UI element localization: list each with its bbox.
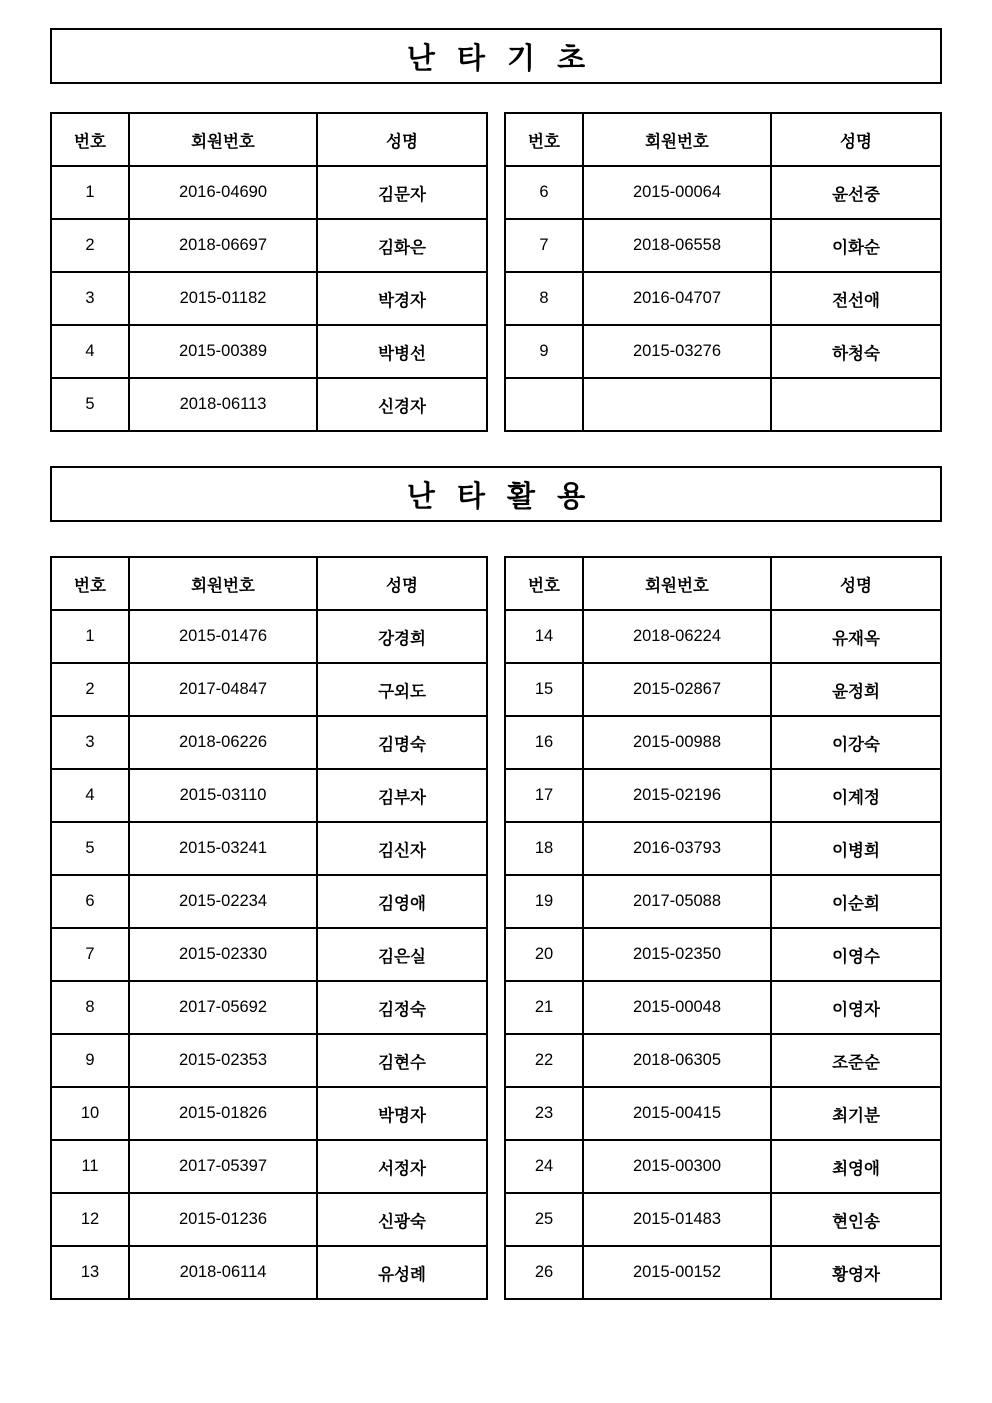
cell-number: 2 [51,663,129,716]
cell-member-id: 2015-02350 [583,928,771,981]
cell-member-id: 2016-04690 [129,166,317,219]
cell-number: 22 [505,1034,583,1087]
cell-name: 김문자 [317,166,487,219]
cell-number: 25 [505,1193,583,1246]
cell-number: 4 [51,325,129,378]
cell-number: 3 [51,272,129,325]
cell-member-id: 2015-00064 [583,166,771,219]
table-row [51,928,487,981]
cell-name: 이계정 [771,769,941,822]
table-row [51,1087,487,1140]
section-tables-nanta-applied [50,556,942,1300]
table-row [51,219,487,272]
cell-member-id: 2015-03110 [129,769,317,822]
table-row [51,1246,487,1299]
cell-number: 6 [505,166,583,219]
cell-number: 14 [505,610,583,663]
table-row [51,1140,487,1193]
roster-table-basic-right-body [505,166,941,431]
table-row [505,663,941,716]
cell-member-id: 2015-01182 [129,272,317,325]
spacer [50,84,942,112]
cell-number: 15 [505,663,583,716]
table-row [505,822,941,875]
cell-member-id: 2015-01483 [583,1193,771,1246]
roster-table-basic-left [50,112,488,432]
cell-name: 박명자 [317,1087,487,1140]
cell-name: 강경희 [317,610,487,663]
cell-number: 7 [505,219,583,272]
cell-member-id: 2015-00152 [583,1246,771,1299]
cell-name: 최영애 [771,1140,941,1193]
cell-name: 박경자 [317,272,487,325]
cell-member-id: 2017-05397 [129,1140,317,1193]
cell-name: 서정자 [317,1140,487,1193]
table-row [505,716,941,769]
section-tables-nanta-basic [50,112,942,432]
column-header-name: 성명 [317,113,487,166]
cell-member-id: 2015-02353 [129,1034,317,1087]
cell-name: 이영수 [771,928,941,981]
table-row [51,663,487,716]
cell-name: 이병희 [771,822,941,875]
cell-name: 이순희 [771,875,941,928]
cell-member-id: 2015-01826 [129,1087,317,1140]
cell-number: 1 [51,610,129,663]
cell-member-id: 2015-01476 [129,610,317,663]
cell-name: 김현수 [317,1034,487,1087]
cell-name: 김정숙 [317,981,487,1034]
cell-member-id: 2015-03276 [583,325,771,378]
cell-number: 5 [51,822,129,875]
cell-number: 19 [505,875,583,928]
table-row [51,716,487,769]
cell-number: 20 [505,928,583,981]
table-row [51,1034,487,1087]
roster-table-basic-right [504,112,942,432]
cell-number: 7 [51,928,129,981]
cell-name: 김영애 [317,875,487,928]
cell-number: 8 [51,981,129,1034]
cell-number: 26 [505,1246,583,1299]
table-row [505,1193,941,1246]
cell-name: 김명숙 [317,716,487,769]
cell-number: 12 [51,1193,129,1246]
cell-number: 11 [51,1140,129,1193]
cell-name: 신광숙 [317,1193,487,1246]
cell-member-id: 2015-00988 [583,716,771,769]
table-row [505,875,941,928]
cell-member-id: 2018-06558 [583,219,771,272]
cell-number: 23 [505,1087,583,1140]
cell-member-id: 2018-06113 [129,378,317,431]
cell-number: 9 [51,1034,129,1087]
column-header-member-id: 회원번호 [129,113,317,166]
cell-name: 윤선중 [771,166,941,219]
cell-name: 하청숙 [771,325,941,378]
cell-number: 1 [51,166,129,219]
table-row [505,769,941,822]
table-row [51,981,487,1034]
cell-number: 9 [505,325,583,378]
cell-number: 3 [51,716,129,769]
cell-member-id: 2015-02867 [583,663,771,716]
cell-member-id: 2016-04707 [583,272,771,325]
cell-number: 8 [505,272,583,325]
roster-table-applied-left [50,556,488,1300]
table-row [505,166,941,219]
cell-name: 이영자 [771,981,941,1034]
table-row [505,610,941,663]
cell-number: 13 [51,1246,129,1299]
cell-name: 현인송 [771,1193,941,1246]
cell-number: 17 [505,769,583,822]
column-header-number: 번호 [505,113,583,166]
spacer [50,522,942,556]
cell-name: 김신자 [317,822,487,875]
cell-member-id: 2015-01236 [129,1193,317,1246]
table-header-row [505,557,941,610]
table-row [51,875,487,928]
cell-number: 5 [51,378,129,431]
cell-empty [505,378,583,431]
table-row [51,1193,487,1246]
table-row [505,1087,941,1140]
column-header-member-id: 회원번호 [129,557,317,610]
cell-number: 21 [505,981,583,1034]
cell-member-id: 2015-03241 [129,822,317,875]
cell-member-id: 2018-06305 [583,1034,771,1087]
table-row [505,378,941,431]
table-row [51,769,487,822]
table-header-row [51,557,487,610]
table-row [505,272,941,325]
cell-empty [583,378,771,431]
roster-table-applied-right-body [505,610,941,1299]
cell-number: 24 [505,1140,583,1193]
cell-number: 10 [51,1087,129,1140]
section-title-nanta-basic: 난 타 기 초 [50,28,942,84]
cell-name: 윤정희 [771,663,941,716]
table-row [505,981,941,1034]
cell-member-id: 2018-06226 [129,716,317,769]
cell-name: 김부자 [317,769,487,822]
cell-member-id: 2015-00048 [583,981,771,1034]
table-row [505,219,941,272]
roster-table-applied-left-body [51,610,487,1299]
table-row [51,378,487,431]
cell-name: 이강숙 [771,716,941,769]
table-row [51,325,487,378]
cell-name: 유재옥 [771,610,941,663]
cell-name: 황영자 [771,1246,941,1299]
column-header-name: 성명 [771,557,941,610]
table-row [51,822,487,875]
cell-number: 18 [505,822,583,875]
cell-member-id: 2015-02196 [583,769,771,822]
cell-member-id: 2018-06224 [583,610,771,663]
table-row [505,1034,941,1087]
cell-member-id: 2015-02330 [129,928,317,981]
cell-name: 전선애 [771,272,941,325]
cell-member-id: 2015-00415 [583,1087,771,1140]
cell-name: 유성례 [317,1246,487,1299]
column-header-member-id: 회원번호 [583,113,771,166]
cell-member-id: 2016-03793 [583,822,771,875]
cell-member-id: 2017-04847 [129,663,317,716]
cell-name: 이화순 [771,219,941,272]
column-header-name: 성명 [771,113,941,166]
cell-name: 조준순 [771,1034,941,1087]
table-row [505,928,941,981]
roster-table-applied-right [504,556,942,1300]
table-header-row [51,113,487,166]
column-header-name: 성명 [317,557,487,610]
roster-table-basic-left-body [51,166,487,431]
cell-name: 김화은 [317,219,487,272]
column-header-number: 번호 [51,557,129,610]
cell-number: 16 [505,716,583,769]
cell-member-id: 2018-06697 [129,219,317,272]
cell-name: 최기분 [771,1087,941,1140]
cell-member-id: 2017-05088 [583,875,771,928]
cell-name: 박병선 [317,325,487,378]
cell-member-id: 2017-05692 [129,981,317,1034]
column-header-member-id: 회원번호 [583,557,771,610]
cell-member-id: 2015-02234 [129,875,317,928]
table-row [505,1140,941,1193]
cell-member-id: 2015-00389 [129,325,317,378]
table-row [51,610,487,663]
cell-name: 김은실 [317,928,487,981]
cell-name: 구외도 [317,663,487,716]
cell-number: 4 [51,769,129,822]
table-row [51,272,487,325]
cell-name: 신경자 [317,378,487,431]
table-header-row [505,113,941,166]
table-row [505,1246,941,1299]
cell-member-id: 2015-00300 [583,1140,771,1193]
cell-empty [771,378,941,431]
column-header-number: 번호 [51,113,129,166]
spacer [50,432,942,466]
column-header-number: 번호 [505,557,583,610]
table-row [51,166,487,219]
table-row [505,325,941,378]
cell-number: 2 [51,219,129,272]
cell-member-id: 2018-06114 [129,1246,317,1299]
section-title-nanta-applied: 난 타 활 용 [50,466,942,522]
cell-number: 6 [51,875,129,928]
